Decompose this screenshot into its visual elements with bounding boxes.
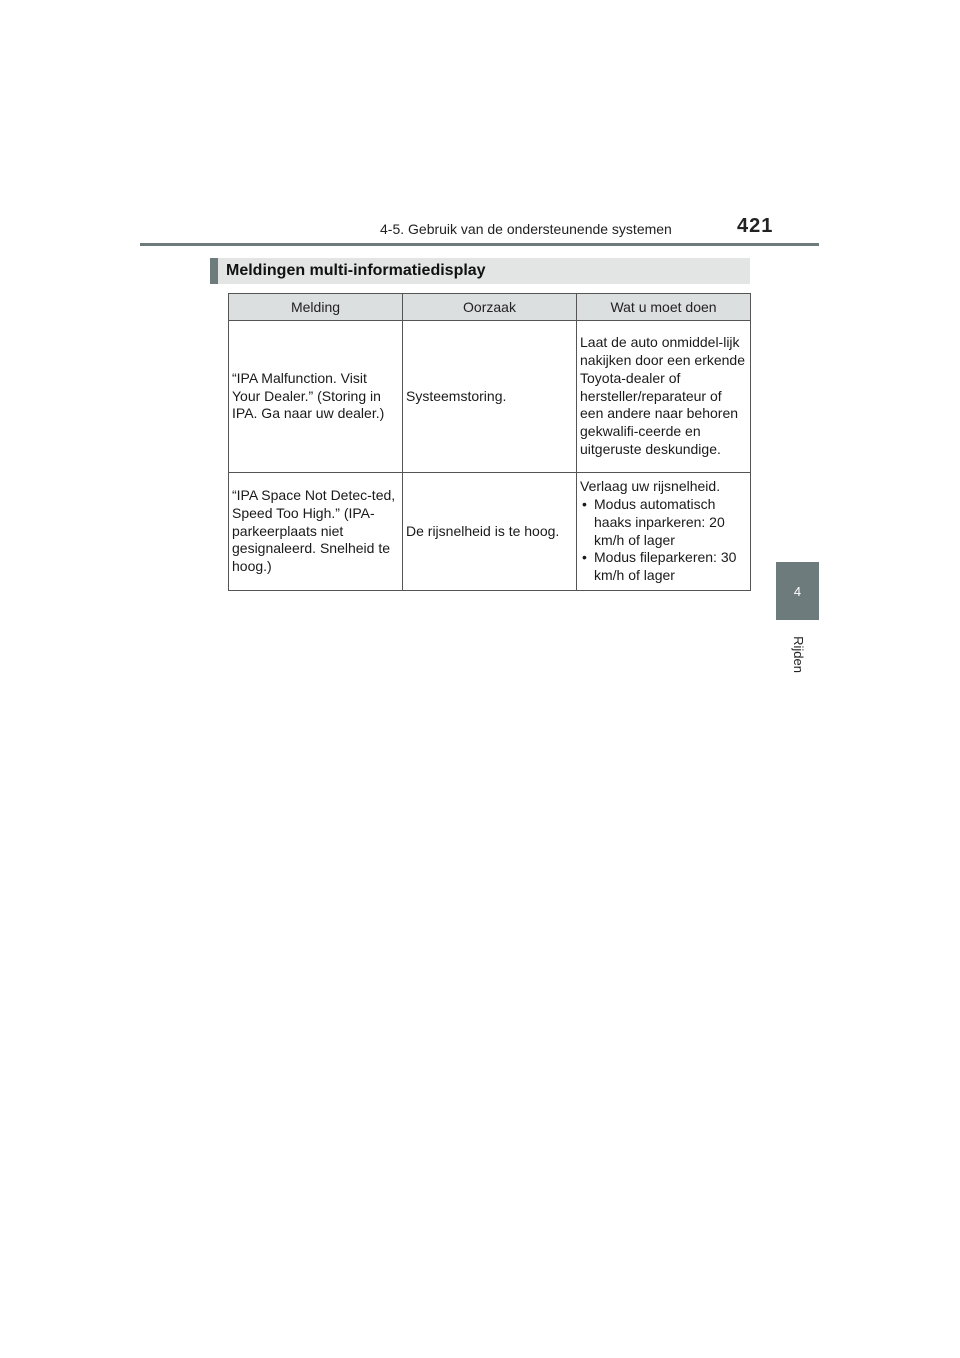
action-text: Verlaag uw rijsnelheid.: [580, 478, 721, 495]
cell-oorzaak: Systeemstoring.: [403, 321, 577, 473]
column-header-actie: Wat u moet doen: [577, 294, 751, 321]
table-header-row: [229, 294, 751, 321]
chapter-number: 4: [793, 583, 802, 599]
running-header-section: 4-5. Gebruik van de ondersteunende systemen: [380, 221, 672, 237]
page-number: 421: [737, 215, 774, 237]
section-title: Meldingen multi-informatiedisplay: [226, 262, 486, 279]
cell-melding: “IPA Space Not Detec-ted, Speed Too High.” (IPA-parkeerplaats niet gesignaleerd. Snelheid te hoog.): [229, 473, 403, 591]
table-row: [229, 473, 751, 591]
chapter-tab: [776, 562, 819, 620]
list-item: • Modus automatisch haaks inparkeren: 20 km/h of lager: [580, 496, 746, 549]
action-text: Laat de auto onmiddel-lijk nakijken door een erkende Toyota-dealer of hersteller/reparateur of een andere naar behoren gekwalifi-ceerde en uitgeruste deskundige.: [580, 334, 746, 457]
cell-actie: [577, 473, 751, 591]
table-row: [229, 321, 751, 473]
action-list: [580, 496, 746, 585]
section-heading-bar: [210, 258, 750, 284]
cell-actie: [577, 321, 751, 473]
cell-melding: “IPA Malfunction. Visit Your Dealer.” (Storing in IPA. Ga naar uw dealer.): [229, 321, 403, 473]
messages-table: [228, 293, 751, 591]
column-header-oorzaak: Oorzaak: [403, 294, 577, 321]
chapter-label: [780, 630, 816, 678]
header-divider: [140, 243, 819, 246]
cell-oorzaak: De rijsnelheid is te hoog.: [403, 473, 577, 591]
list-item: • Modus fileparkeren: 30 km/h of lager: [580, 549, 746, 585]
column-header-melding: Melding: [229, 294, 403, 321]
chapter-label-text: Rijden: [790, 635, 806, 673]
